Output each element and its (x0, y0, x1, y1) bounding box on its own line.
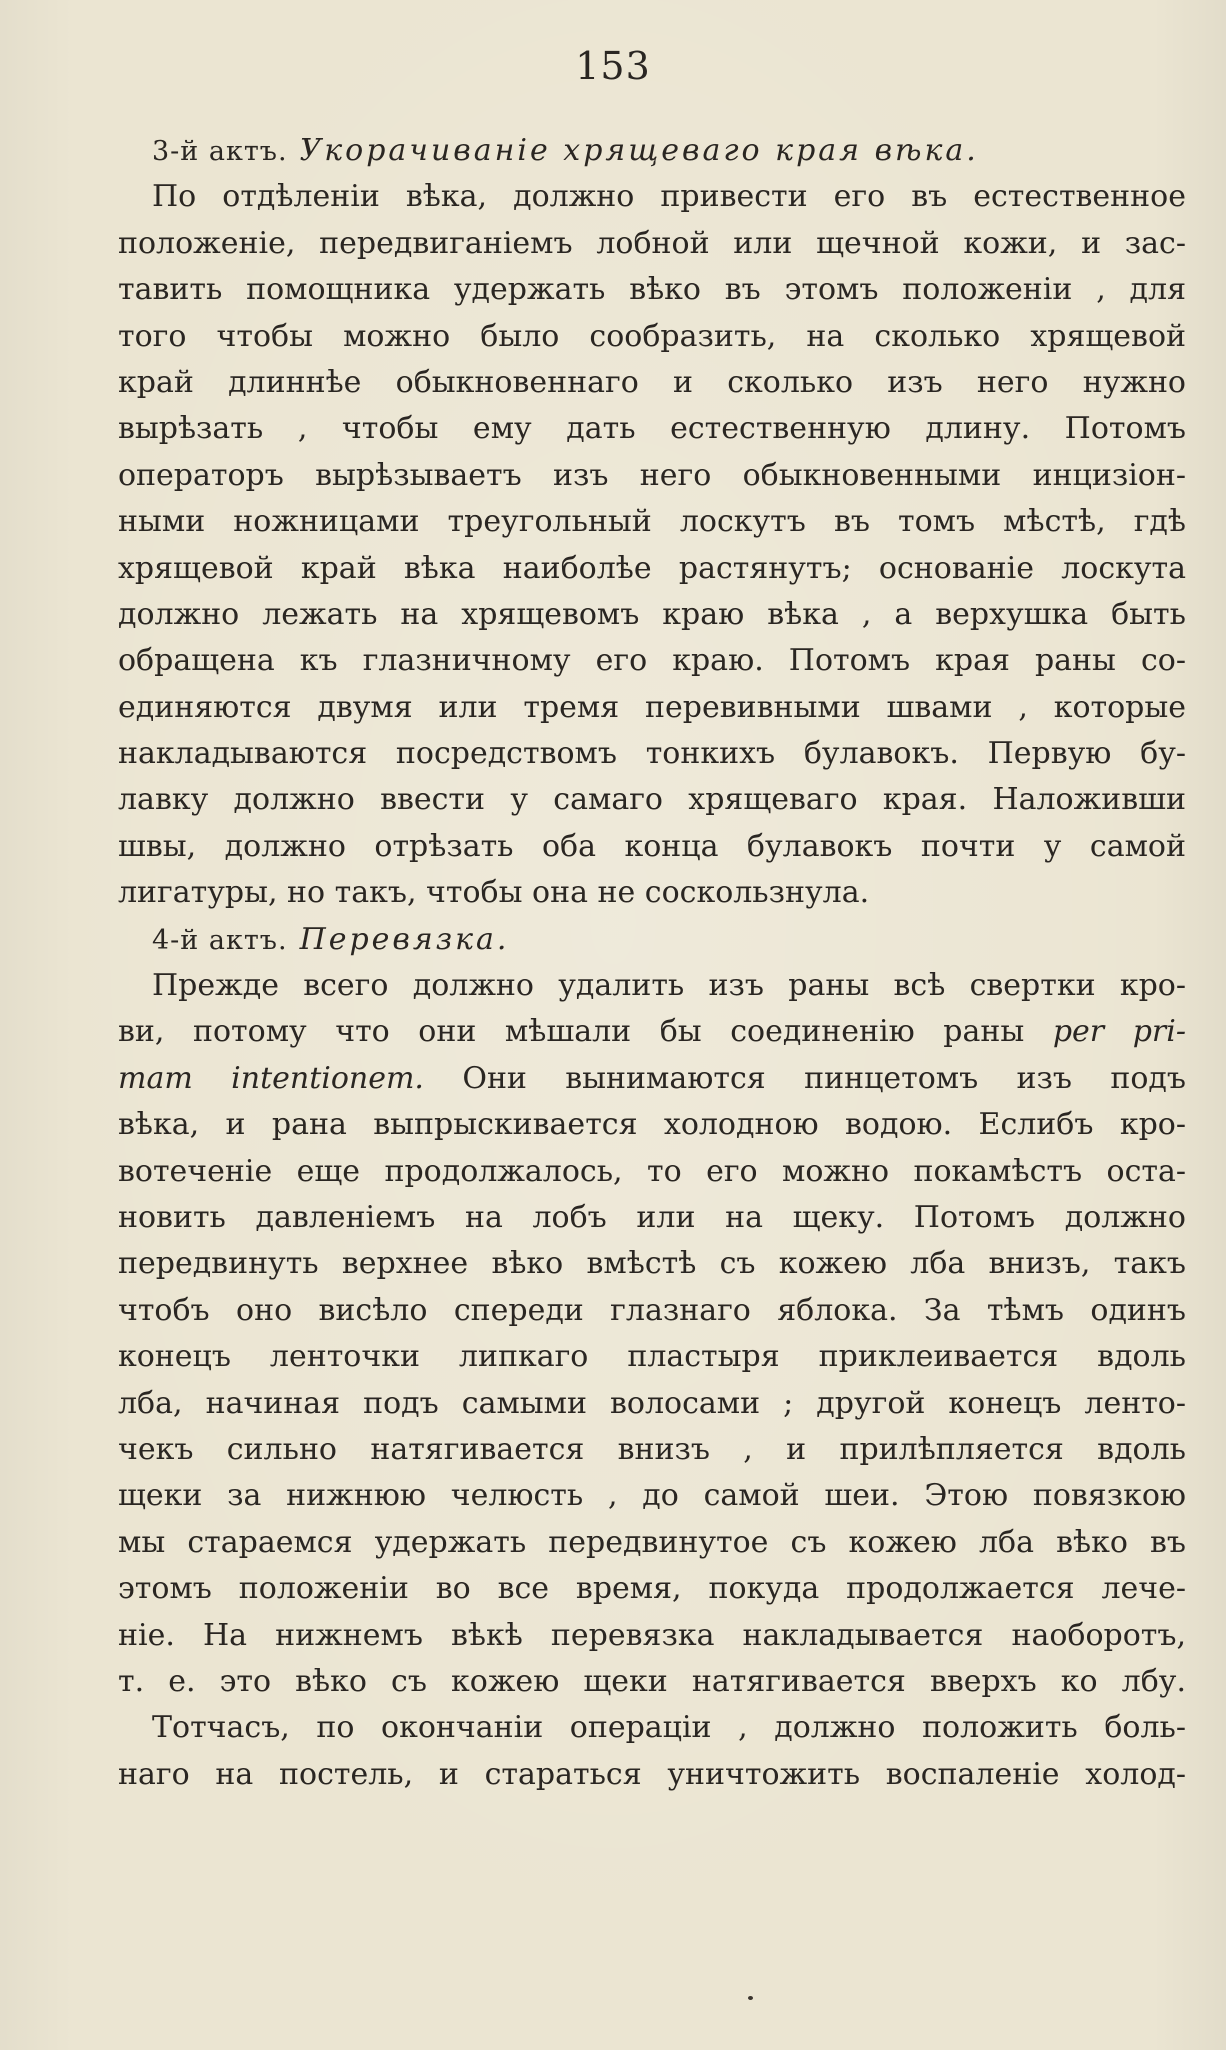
text-line: обращена къ глазничному его краю. Потомъ края раны со- (118, 643, 1186, 679)
text-line: должно лежать на хрящевомъ краю вѣка , а верхушка быть (118, 596, 1186, 632)
text-line: накладываются посредствомъ тонкихъ булавокъ. Первую бу- (118, 736, 1186, 772)
text-line: мы стараемся удержать передвинутое съ кожею лба вѣко въ (118, 1524, 1186, 1560)
text-line: новить давленіемъ на лобъ или на щеку. Потомъ должно (118, 1199, 1186, 1235)
text-line: Тотчасъ, по окончаніи операціи , должно положить боль- (152, 1710, 1186, 1746)
section-4-title: Перевязка. (299, 921, 510, 957)
text-line: швы, должно отрѣзать оба конца булавокъ почти у самой (118, 828, 1186, 864)
text-line: лба, начиная подъ самыми волосами ; другой конецъ ленто- (118, 1385, 1186, 1421)
text-line: лигатуры, но такъ, чтобы она не соскользнула. (118, 875, 870, 911)
text-line: вырѣзать , чтобы ему дать естественную длину. Потомъ (118, 411, 1186, 447)
text-fragment: Они вынимаются пинцетомъ изъ подъ (462, 1060, 1186, 1096)
paper-speck (748, 1996, 753, 2000)
text-line: вотеченіе еще продолжалось, то его можно покамѣстъ оста- (118, 1153, 1186, 1189)
text-line: т. е. это вѣко съ кожею щеки натягивается вверхъ ко лбу. (118, 1663, 1186, 1699)
text-line: чекъ сильно натягивается внизъ , и прилѣпляется вдоль (118, 1431, 1186, 1467)
text-line: единяются двумя или тремя перевивными швами , которые (118, 689, 1186, 725)
text-line: щеки за нижнюю челюсть , до самой шеи. Этою повязкою (118, 1478, 1186, 1514)
text-line-mixed (118, 1009, 1186, 1055)
text-line: конецъ ленточки липкаго пластыря приклеивается вдоль (118, 1339, 1186, 1375)
text-line: передвинуть верхнее вѣко вмѣстѣ съ кожею лба внизъ, такъ (118, 1246, 1186, 1282)
text-line: операторъ вырѣзываетъ изъ него обыкновенными инцизіон- (118, 457, 1186, 493)
page-text (118, 128, 1186, 1798)
text-line: ными ножницами треугольный лоскутъ въ томъ мѣстѣ, гдѣ (118, 504, 1186, 540)
text-line: Прежде всего должно удалить изъ раны всѣ свертки кро- (152, 968, 1186, 1004)
text-line: чтобъ оно висѣло спереди глазнаго яблока. За тѣмъ одинъ (118, 1292, 1186, 1328)
section-3-title: Укорачиваніе хрящеваго края вѣка. (299, 133, 979, 168)
text-line: этомъ положеніи во все время, покуда продолжается лече- (118, 1571, 1186, 1607)
page-number: 153 (575, 44, 651, 88)
text-line-mixed (118, 1056, 1186, 1102)
text-line: вѣка, и рана выпрыскивается холодною водою. Еслибъ кро- (118, 1107, 1186, 1143)
text-line: По отдѣленіи вѣка, должно привести его въ естественное (152, 179, 1186, 215)
section-3-label: 3-й актъ. (152, 136, 288, 167)
latin-phrase: per pri- (1052, 1014, 1186, 1050)
section-3-heading (118, 128, 1186, 174)
text-line: хрящевой край вѣка наиболѣе растянутъ; основаніе лоскута (118, 550, 1186, 586)
text-line: того чтобы можно было сообразить, на сколько хрящевой (118, 318, 1186, 354)
section-4-heading (118, 917, 1186, 963)
latin-phrase: mam intentionem. (118, 1060, 424, 1096)
text-line: ніе. На нижнемъ вѣкѣ перевязка накладывается наоборотъ, (118, 1617, 1186, 1653)
text-line: край длиннѣе обыкновеннаго и сколько изъ него нужно (118, 364, 1186, 400)
text-fragment: ви, потому что они мѣшали бы соединенію раны (118, 1014, 1025, 1050)
text-line: лавку должно ввести у самаго хрящеваго края. Наложивши (118, 782, 1186, 818)
section-4-label: 4-й актъ. (152, 924, 288, 956)
text-line: положеніе, передвиганіемъ лобной или щечной кожи, и зас- (118, 225, 1186, 261)
text-line: тавить помощника удержать вѣко въ этомъ положеніи , для (118, 272, 1186, 308)
text-line: наго на постель, и стараться уничтожить воспаленіе холод- (118, 1756, 1186, 1792)
